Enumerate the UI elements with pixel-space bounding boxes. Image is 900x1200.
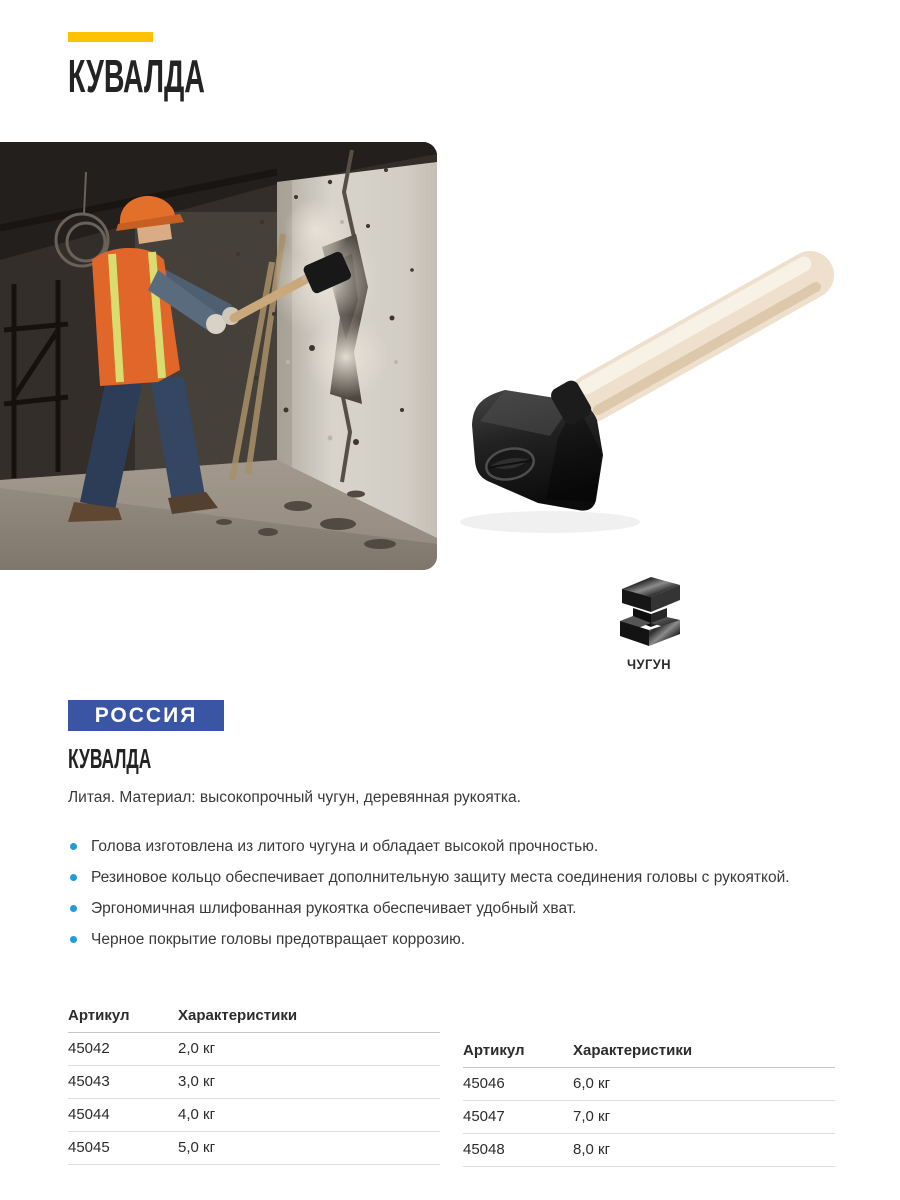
table-row — [463, 1134, 835, 1167]
hero-photo-illustration — [0, 142, 437, 570]
article-cell: 45044 — [68, 1099, 178, 1132]
table-row — [463, 1068, 835, 1101]
article-cell: 45047 — [463, 1101, 573, 1134]
spec-table-1 — [68, 1002, 440, 1165]
spec-cell: 4,0 кг — [178, 1099, 440, 1132]
column-header-specs: Характеристики — [573, 1037, 835, 1068]
article-cell: 45043 — [68, 1066, 178, 1099]
feature-text: Черное покрытие головы предотвращает коррозию. — [91, 931, 466, 948]
article-cell: 45046 — [463, 1068, 573, 1101]
country-badge-label: РОССИЯ — [94, 703, 198, 727]
spec-cell: 8,0 кг — [573, 1134, 835, 1167]
article-cell: 45048 — [463, 1134, 573, 1167]
feature-item — [68, 869, 858, 887]
bullet-dot-icon — [70, 936, 77, 943]
article-cell: 45042 — [68, 1033, 178, 1066]
feature-item — [68, 900, 858, 918]
feature-item — [68, 931, 858, 949]
article-cell: 45045 — [68, 1132, 178, 1165]
spec-cell: 3,0 кг — [178, 1066, 440, 1099]
feature-text: Резиновое кольцо обеспечивает дополнительную защиту места соединения головы с рукояткой. — [91, 869, 790, 886]
feature-item — [68, 838, 858, 856]
table-row — [68, 1033, 440, 1066]
table-header-row — [463, 1037, 835, 1068]
feature-text: Голова изготовлена из литого чугуна и обладает высокой прочностью. — [91, 838, 599, 855]
spec-table-2 — [463, 1037, 835, 1167]
spec-cell: 7,0 кг — [573, 1101, 835, 1134]
accent-bar — [68, 32, 153, 42]
page-title: КУВАЛДА — [68, 50, 205, 102]
country-badge — [68, 700, 224, 731]
product-description: Литая. Материал: высокопрочный чугун, деревянная рукоятка. — [68, 789, 521, 806]
column-header-specs: Характеристики — [178, 1002, 440, 1033]
spec-cell: 6,0 кг — [573, 1068, 835, 1101]
column-header-article: Артикул — [68, 1002, 178, 1033]
material-label: ЧУГУН — [627, 656, 671, 672]
product-name: КУВАЛДА — [68, 743, 152, 774]
bullet-dot-icon — [70, 905, 77, 912]
table-header-row — [68, 1002, 440, 1033]
sledgehammer-product-illustration — [450, 150, 890, 560]
material-block — [603, 572, 695, 672]
feature-list — [68, 838, 858, 962]
spec-cell: 2,0 кг — [178, 1033, 440, 1066]
product-image — [450, 150, 890, 560]
table-row — [68, 1099, 440, 1132]
feature-text: Эргономичная шлифованная рукоятка обеспечивает удобный хват. — [91, 900, 577, 917]
table-row — [68, 1132, 440, 1165]
table-row — [68, 1066, 440, 1099]
hero-photo — [0, 142, 437, 570]
column-header-article: Артикул — [463, 1037, 573, 1068]
cast-iron-ibeam-icon — [612, 572, 686, 650]
bullet-dot-icon — [70, 874, 77, 881]
bullet-dot-icon — [70, 843, 77, 850]
spec-cell: 5,0 кг — [178, 1132, 440, 1165]
table-row — [463, 1101, 835, 1134]
